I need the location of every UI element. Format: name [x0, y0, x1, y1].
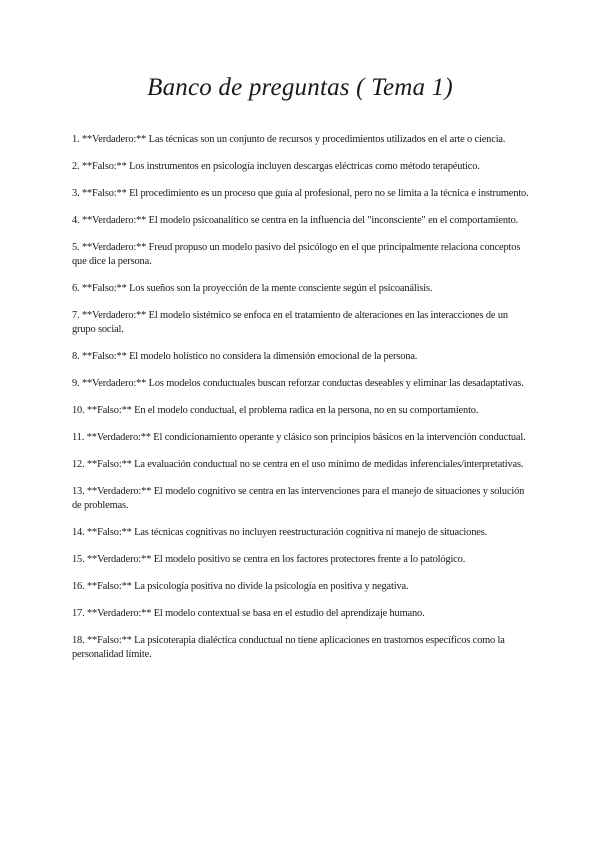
question-item: 9. **Verdadero:** Los modelos conductuales buscan reforzar conductas deseables y eliminar las desadaptativas.	[72, 378, 524, 389]
question-item: 4. **Verdadero:** El modelo psicoanalítico se centra en la influencia del "inconsciente" en el comportamiento.	[72, 215, 519, 226]
question-item: 1. **Verdadero:** Las técnicas son un conjunto de recursos y procedimientos utilizados en el arte o ciencia.	[72, 134, 506, 145]
question-item: 2. **Falso:** Los instrumentos en psicología incluyen descargas eléctricas como método terapéutico.	[72, 161, 480, 172]
question-item: 11. **Verdadero:** El condicionamiento operante y clásico son principios básicos en la intervención conductual.	[72, 432, 526, 443]
page-title: Banco de preguntas ( Tema 1)	[147, 74, 453, 101]
question-item: 8. **Falso:** El modelo holístico no considera la dimensión emocional de la persona.	[72, 351, 418, 362]
question-item: 3. **Falso:** El procedimiento es un proceso que guía al profesional, pero no se limita a la técnica e instrumento.	[72, 188, 529, 199]
question-item: 6. **Falso:** Los sueños son la proyección de la mente consciente según el psicoanálisis.	[72, 283, 433, 294]
question-item: 12. **Falso:** La evaluación conductual no se centra en el uso mínimo de medidas inferenciales/interpretativas.	[72, 459, 524, 470]
question-item: 7. **Verdadero:** El modelo sistémico se enfoca en el tratamiento de alteraciones en las interacciones de un grupo social.	[72, 310, 508, 335]
question-item: 17. **Verdadero:** El modelo contextual se basa en el estudio del aprendizaje humano.	[72, 608, 425, 619]
question-item: 18. **Falso:** La psicoterapia dialéctica conductual no tiene aplicaciones en trastornos específicos como la personalidad límite.	[72, 635, 505, 660]
question-item: 13. **Verdadero:** El modelo cognitivo se centra en las intervenciones para el manejo de situaciones y solución de problemas.	[72, 486, 525, 511]
question-list	[72, 133, 532, 675]
question-item: 5. **Verdadero:** Freud propuso un modelo pasivo del psicólogo en el que principalmente relaciona conceptos que dice la persona.	[72, 242, 521, 267]
question-item: 16. **Falso:** La psicología positiva no divide la psicología en positiva y negativa.	[72, 581, 409, 592]
question-item: 14. **Falso:** Las técnicas cognitivas no incluyen reestructuración cognitiva ni manejo de situaciones.	[72, 527, 488, 538]
question-item: 10. **Falso:** En el modelo conductual, el problema radica en la persona, no en su comportamiento.	[72, 405, 479, 416]
question-item: 15. **Verdadero:** El modelo positivo se centra en los factores protectores frente a lo patológico.	[72, 554, 466, 565]
